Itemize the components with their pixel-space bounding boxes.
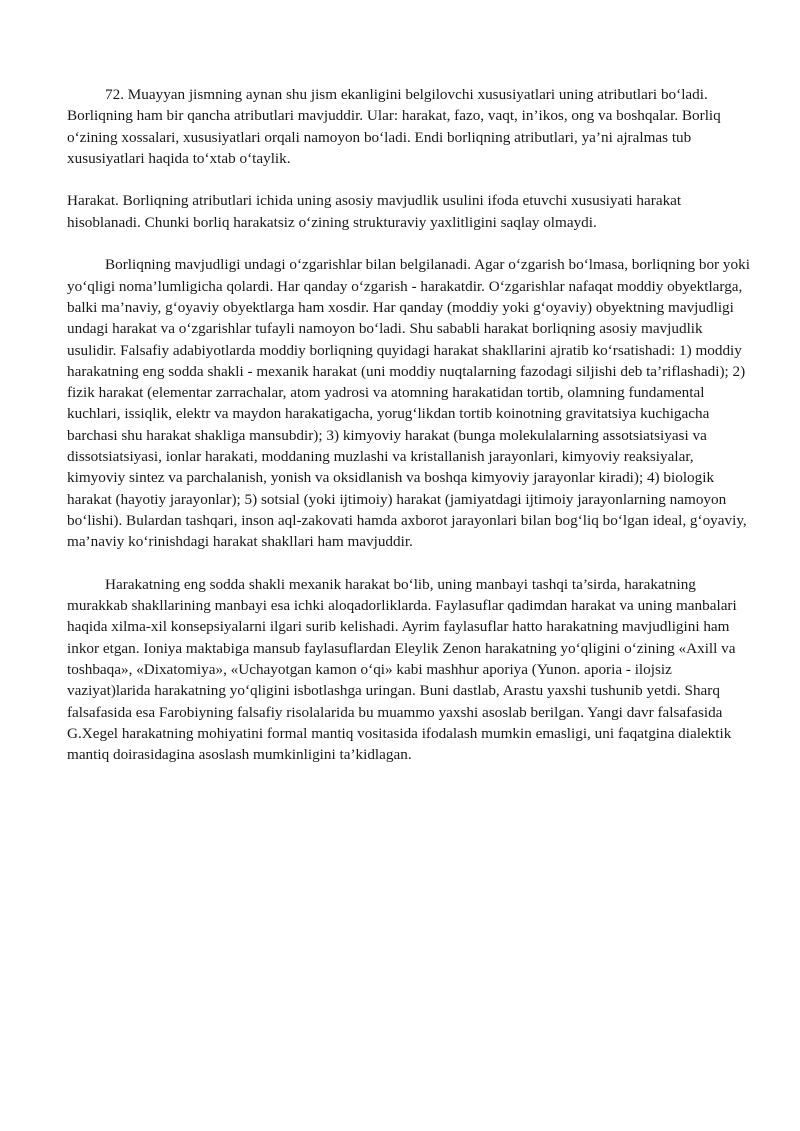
document-page	[67, 84, 752, 787]
paragraph-attributes-intro: 72. Muayyan jismning aynan shu jism ekanligini belgilovchi xususiyatlari uning atributlari bo‘ladi. Borliqning ham bir qancha atributlari mavjuddir. Ular: harakat, fazo, vaqt, in’ikos, ong va boshqalar. Borliq o‘zining xossalari, xususiyatlari orqali namoyon bo‘ladi. Endi borliqning atributlari, ya’ni ajralmas tub xususiyatlari haqida to‘xtab o‘taylik.	[67, 86, 721, 167]
paragraph-harakat-definition: Harakat. Borliqning atributlari ichida uning asosiy mavjudlik usulini ifoda etuvchi xususiyati harakat hisoblanadi. Chunki borliq harakatsiz o‘zining strukturaviy yaxlitligini saqlay olmaydi.	[67, 192, 682, 231]
paragraph-motion-forms: Borliqning mavjudligi undagi o‘zgarishlar bilan belgilanadi. Agar o‘zgarish bo‘lmasa, borliqning bor yoki yo‘qligi noma’lumligicha qolardi. Har qanday o‘zgarish - harakatdir. O‘zgarishlar nafaqat moddiy obyektlarga, balki ma’naviy, g‘oyaviy obyektlarga ham xosdir. Har qanday (moddiy yoki g‘oyaviy) obyektning mavjudligi undagi harakat va o‘zgarishlar tufayli namoyon bo‘ladi. Shu sababli harakat borliqning asosiy mavjudlik usulidir. Falsafiy adabiyotlarda moddiy borliqning quyidagi harakat shakllarini ajratib ko‘rsatishadi: 1) moddiy harakatning eng sodda shakli - mexanik harakat (uni moddiy nuqtalarning fazodagi siljishi deb ta’riflashadi); 2) fizik harakat (elementar zarrachalar, atom yadrosi va atomning harakatidan tortib, olamning fundamental kuchlari, issiqlik, elektr va maydon harakatigacha, yorug‘likdan tortib koinotning gravitatsiya kuchigacha barchasi shu harakat shakliga mansubdir); 3) kimyoviy harakat (bunga molekulalarning assotsiatsiyasi va dissotsiatsiyasi, ionlar harakati, moddaning muzlashi va kristallanish jarayonlari, kimyoviy reaksiyalar, kimyoviy sintez va parchalanish, yonish va oksidlanish va boshqa kimyoviy jarayonlar kiradi); 4) biologik harakat (hayotiy jarayonlar); 5) sotsial (yoki ijtimoiy) harakat (jamiyatdagi ijtimoiy jarayonlarning namoyon bo‘lishi). Bulardan tashqari, inson aql-zakovati hamda axborot jarayonlari bilan bog‘liq bo‘lgan ideal, g‘oyaviy, ma’naviy ko‘rinishdagi harakat shakllari ham mavjuddir.	[67, 256, 750, 551]
paragraph-motion-philosophy: Harakatning eng sodda shakli mexanik harakat bo‘lib, uning manbayi tashqi ta’sirda, harakatning murakkab shakllarining manbayi esa ichki aloqadorliklarda. Faylasuflar qadimdan harakat va uning manbalari haqida xilma-xil konsepsiyalarni ilgari surib kelishadi. Ayrim faylasuflar hatto harakatning mavjudligini ham inkor etgan. Ioniya maktabiga mansub faylasuflardan Eleylik Zenon harakatning yo‘qligini o‘zining «Axill va toshbaqa», «Dixatomiya», «Uchayotgan kamon o‘qi» kabi mashhur aporiya (Yunon. aporia - ilojsiz vaziyat)larida harakatning yo‘qligini isbotlashga uringan. Buni dastlab, Arastu yaxshi tushunib yetdi. Sharq falsafasida esa Farobiyning falsafiy risolalarida bu muammo yaxshi asoslab berilgan. Yangi davr falsafasida G.Xegel harakatning mohiyatini formal mantiq vositasida ifodalash mumkin emasligi, uni faqatgina dialektik mantiq doirasidagina asoslash mumkinligini ta’kidlagan.	[67, 575, 737, 764]
